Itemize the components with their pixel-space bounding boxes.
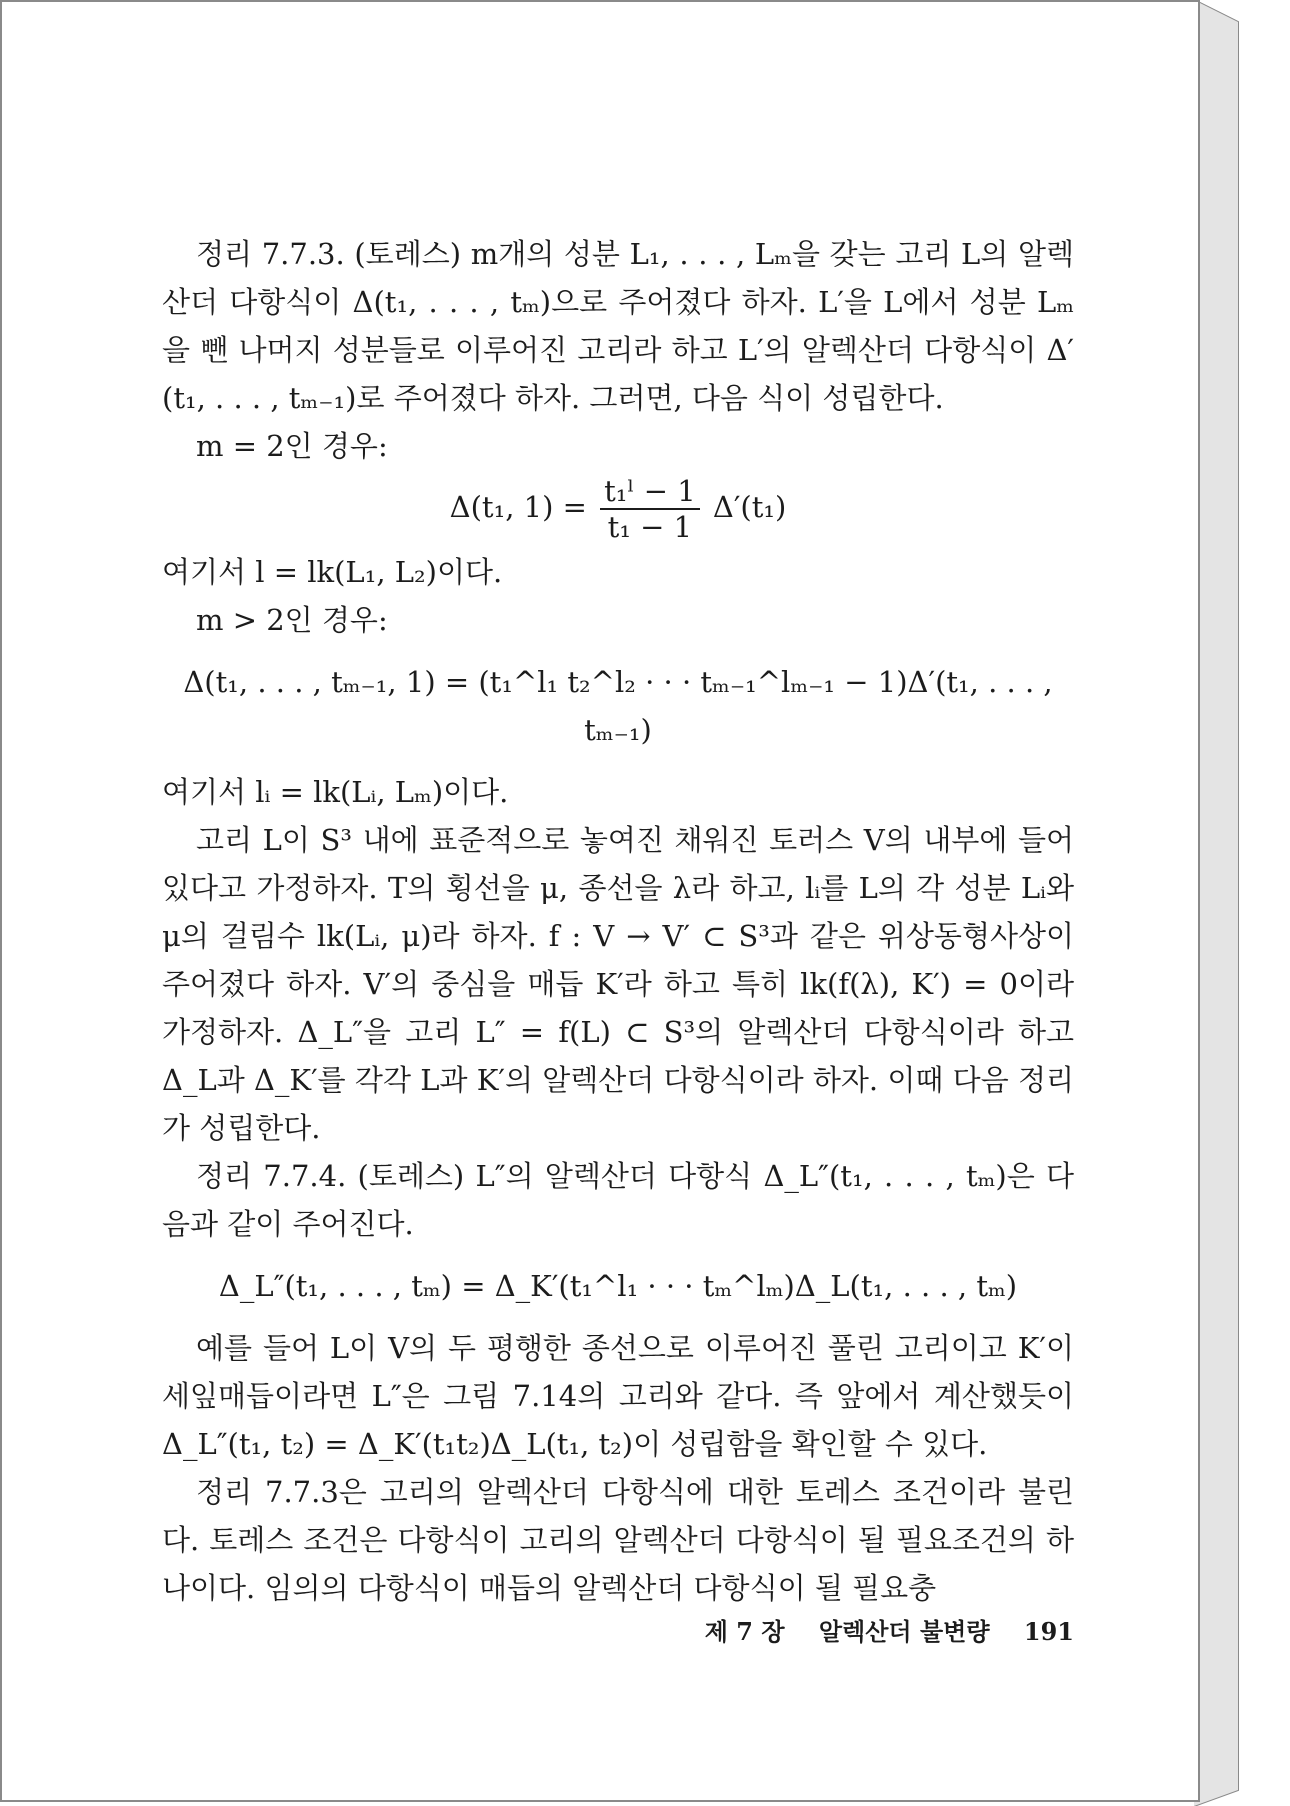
theorem-7-7-4: 정리 7.7.4. (토레스) L″의 알렉산더 다항식 Δ_L″(t₁, . . . , tₘ)은 다음과 같이 주어진다. [162, 1159, 1074, 1241]
case-m-greater-2: m > 2인 경우: [196, 603, 388, 637]
footer-chapter: 제 7 장 [704, 1617, 785, 1646]
paragraph-example: 예를 들어 L이 V의 두 평행한 종선으로 이루어진 풀린 고리이고 K′이 세잎매듭이라면 L″은 그림 7.14의 고리와 같다. 즉 앞에서 계산했듯이 Δ_L″(t₁, t₂) = Δ_K′(t₁t₂)Δ_L(t₁, t₂)이 성립함을 확인할 수 있다. [162, 1331, 1074, 1461]
theorem-7-7-3: 정리 7.7.3. (토레스) m개의 성분 L₁, . . . , Lₘ을 갖는 고리 L의 알렉산더 다항식이 Δ(t₁, . . . , tₘ)으로 주어졌다 하자. L′을 L에서 성분 Lₘ을 뺀 나머지 성분들로 이루어진 고리라 하고 L′의 알렉산더 다항식이 Δ′(t₁, . . . , tₘ₋₁)로 주어졌다 하자. 그러면, 다음 식이 성립한다. [162, 237, 1074, 415]
where-li: 여기서 lᵢ = lk(Lᵢ, Lₘ)이다. [162, 775, 509, 809]
eq1-fraction [600, 474, 700, 544]
case-m-equals-2: m = 2인 경우: [196, 429, 388, 463]
page-footer [162, 1612, 1074, 1647]
eq1-denominator: t₁ − 1 [607, 510, 693, 544]
book-page-edge [1194, 0, 1290, 1806]
eq1-left: Δ(t₁, 1) = [449, 490, 587, 524]
paragraph-torres-condition: 정리 7.7.3은 고리의 알렉산더 다항식에 대한 토레스 조건이라 불린다. 토레스 조건은 다항식이 고리의 알렉산더 다항식이 될 필요조건의 하나이다. 임의의 다항식이 매듭의 알렉산더 다항식이 될 필요충 [162, 1475, 1074, 1605]
footer-chapter-title: 알렉산더 불변량 [818, 1617, 990, 1646]
paragraph-torus-setup: 고리 L이 S³ 내에 표준적으로 놓여진 채워진 토러스 V의 내부에 들어 있다고 가정하자. T의 횡선을 μ, 종선을 λ라 하고, lᵢ를 L의 각 성분 Lᵢ와 μ의 걸림수 lk(Lᵢ, μ)라 하자. f : V → V′ ⊂ S³과 같은 위상동형사상이 주어졌다 하자. V′의 중심을 매듭 K′라 하고 특히 lk(f(λ), K′) = 0이라 가정하자. Δ_L″을 고리 L″ = f(L) ⊂ S³의 알렉산더 다항식이라 하고 Δ_L과 Δ_K′를 각각 L과 K′의 알렉산더 다항식이라 하자. 이때 다음 정리가 성립한다. [162, 823, 1074, 1145]
eq1-numerator: t₁ˡ − 1 [600, 474, 700, 510]
page-body [162, 230, 1074, 1612]
equation-torres-satellite: Δ_L″(t₁, . . . , tₘ) = Δ_K′(t₁^l₁ · · · tₘ^lₘ)Δ_L(t₁, . . . , tₘ) [218, 1269, 1018, 1303]
equation-case-m-greater-2: Δ(t₁, . . . , tₘ₋₁, 1) = (t₁^l₁ t₂^l₂ · · · tₘ₋₁^lₘ₋₁ − 1)Δ′(t₁, . . . , tₘ₋₁) [183, 665, 1053, 747]
where-l: 여기서 l = lk(L₁, L₂)이다. [162, 555, 503, 589]
eq1-right: Δ′(t₁) [712, 490, 787, 524]
page-number: 191 [1023, 1617, 1074, 1646]
equation-case-m2 [162, 474, 1074, 544]
